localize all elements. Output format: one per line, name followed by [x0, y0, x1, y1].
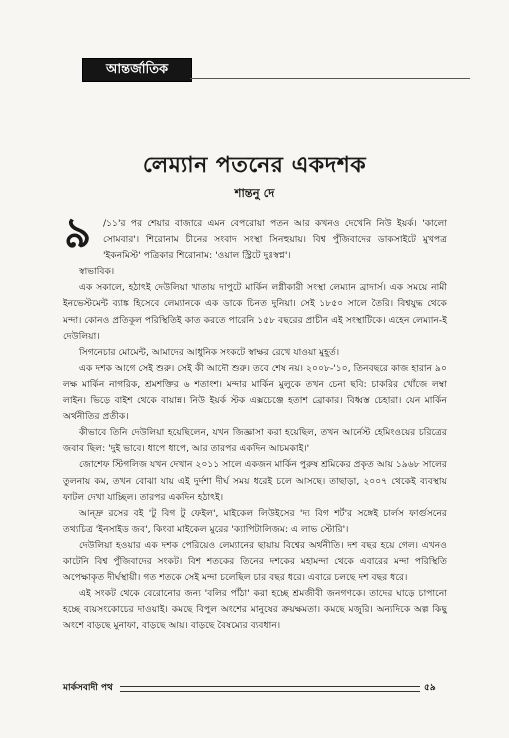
article-title: লেম্যান পতনের একদশক: [142, 153, 367, 178]
paragraph: /১১'র পর শেয়ার বাজারে এমন বেপরোয়া পতন আর কখনও দেখেনি নিউ ইয়র্ক। 'কালো সোমবার'। শিরোনাম চীনের সংবাদ সংস্থা সিনহুয়ায়। বিশ্ব পুঁজিবাদের ডাকসাইটে মুখপত্র 'ইকনমিস্ট' পত্রিকার শিরোনাম: 'ওয়াল স্ট্রিটে দুঃস্বপ্ন'।: [103, 218, 447, 262]
paragraph: স্বাভাবিক।: [79, 266, 115, 278]
header-rule: [190, 78, 470, 79]
paragraph: আন্দ্রু রসের বই 'টু বিগ টু ফেইল', মাইকেল লিউইসের 'দ্য বিগ শর্ট'র সঙ্গেই চার্লস ফার্গুসনের তথ্যচিত্র 'ইনসাইড জব', কিংবা মাইকেল মুরের 'ক্যাপিটালিজম: এ লাভ স্টোরি'।: [63, 507, 447, 535]
footer-publication: মার্কসবাদী পথ: [63, 683, 113, 693]
footer-rule: [120, 686, 420, 692]
paragraph: দেউলিয়া হওয়ার এক দশক পেরিয়েও লেম্যানের ছায়ায় বিশ্বের অর্থনীতি। দশ বছর হয়ে গেল। এখনও কাটেনি বিশ্ব পুঁজিবাদের সংকট। বিশ শতকের তিনের দশকের মহামন্দা থেকে এবারের মন্দা পরিস্থিতি অপেক্ষাকৃত দীর্ঘস্থায়ী। গত শতকে সেই মন্দা চলেছিল চার বছর ধরে। এবারে চলছে দশ বছর ধরে।: [63, 539, 447, 584]
article-author: শান্তনু দে: [234, 186, 275, 200]
paragraph: এক দশক আগে সেই শুরু। সেই কী আদৌ শুরু। তবে শেষ নয়। ২০০৮-'১০, তিনবছরে কাজ হারান ৯০ লক্ষ মার্কিন নাগরিক, শ্রমশক্তির ৬ শতাংশ। মন্দার মার্কিন মুলুকে তখন চেনা ছবি: চাকরির খোঁজে লম্বা লাইন। ভিড়ে বাইশ থেকে বায়ান্ন। নিউ ইয়র্ক স্টক এক্সচেঞ্জে হতাশ ব্রোকার। বিধ্বস্ত চেহারা। যেন মার্কিন অর্থনীতির প্রতীক।: [63, 362, 447, 423]
paragraph: জোশেফ স্টিগলিজ যখন দেখান ২০১১ সালে একজন মার্কিন পুরুষ শ্রমিকের প্রকৃত আয় ১৯৬৮ সালের তুলনায় কম, তখন বোঝা যায় এই দুর্দশা দীর্ঘ সময় ধরেই চলে আসছে। তাছাড়া, ২০০৭ থেকেই ব্যবস্থায় ফাটল দেখা যাচ্ছিল। তারপর একদিন হঠাৎই।: [63, 459, 447, 503]
drop-cap: ৯: [64, 208, 92, 257]
page-number: ৫৯: [424, 683, 436, 693]
paragraph: এই সংকট থেকে বেরোনোর জন্য 'বলির পাঁঠা' করা হচ্ছে শ্রমজীবী জনগণকে। তাদের ঘাড়ে চাপানো হচ্ছে ব্যয়সংকোচের দাওয়াই। কমছে বিপুল অংশের মানুষের ক্রয়ক্ষমতা। কমছে মজুরি। অন্যদিকে অল্প কিছু অংশে বাড়ছে মুনাফা, বাড়ছে আয়। বাড়ছে বৈষম্যের ব্যবধান।: [63, 588, 447, 632]
section-label: আন্তর্জাতিক: [82, 58, 192, 82]
article-body: [63, 216, 447, 634]
paragraph: সিগনেচার মোমেন্ট, আমাদের আধুনিক সংকটে স্বাক্ষর রেখে যাওয়া মুহূর্ত।: [79, 346, 340, 358]
paragraph: কীভাবে তিনি দেউলিয়া হয়েছিলেন, যখন জিজ্ঞাসা করা হয়েছিল, তখন আর্নেস্ট হেমিংওয়ের চরিত্রের জবাব ছিল: 'দুই ভাবে। ধাপে ধাপে, আর তারপর একদিন আচমকাই।': [63, 427, 447, 455]
paragraph: এক সকালে, হঠাৎই দেউলিয়া খাতায় দাপুটে মার্কিন লগ্নীকারী সংস্থা লেম্যান ব্রাদার্স। এক সময়ে নামী ইনভেস্টমেন্ট ব্যাঙ্ক হিসেবে লেম্যানকে এক ডাকে চিনত দুনিয়া। সেই ১৮৫০ সালে তৈরি। বিশ্বযুদ্ধ থেকে মন্দা। কোনও প্রতিকূল পরিস্থিতিই কাত করতে পারেনি ১৫৮ বছরের প্রাচীন এই সংস্থাটিকে। এহেন লেম্যান-ই দেউলিয়া।: [63, 282, 447, 342]
